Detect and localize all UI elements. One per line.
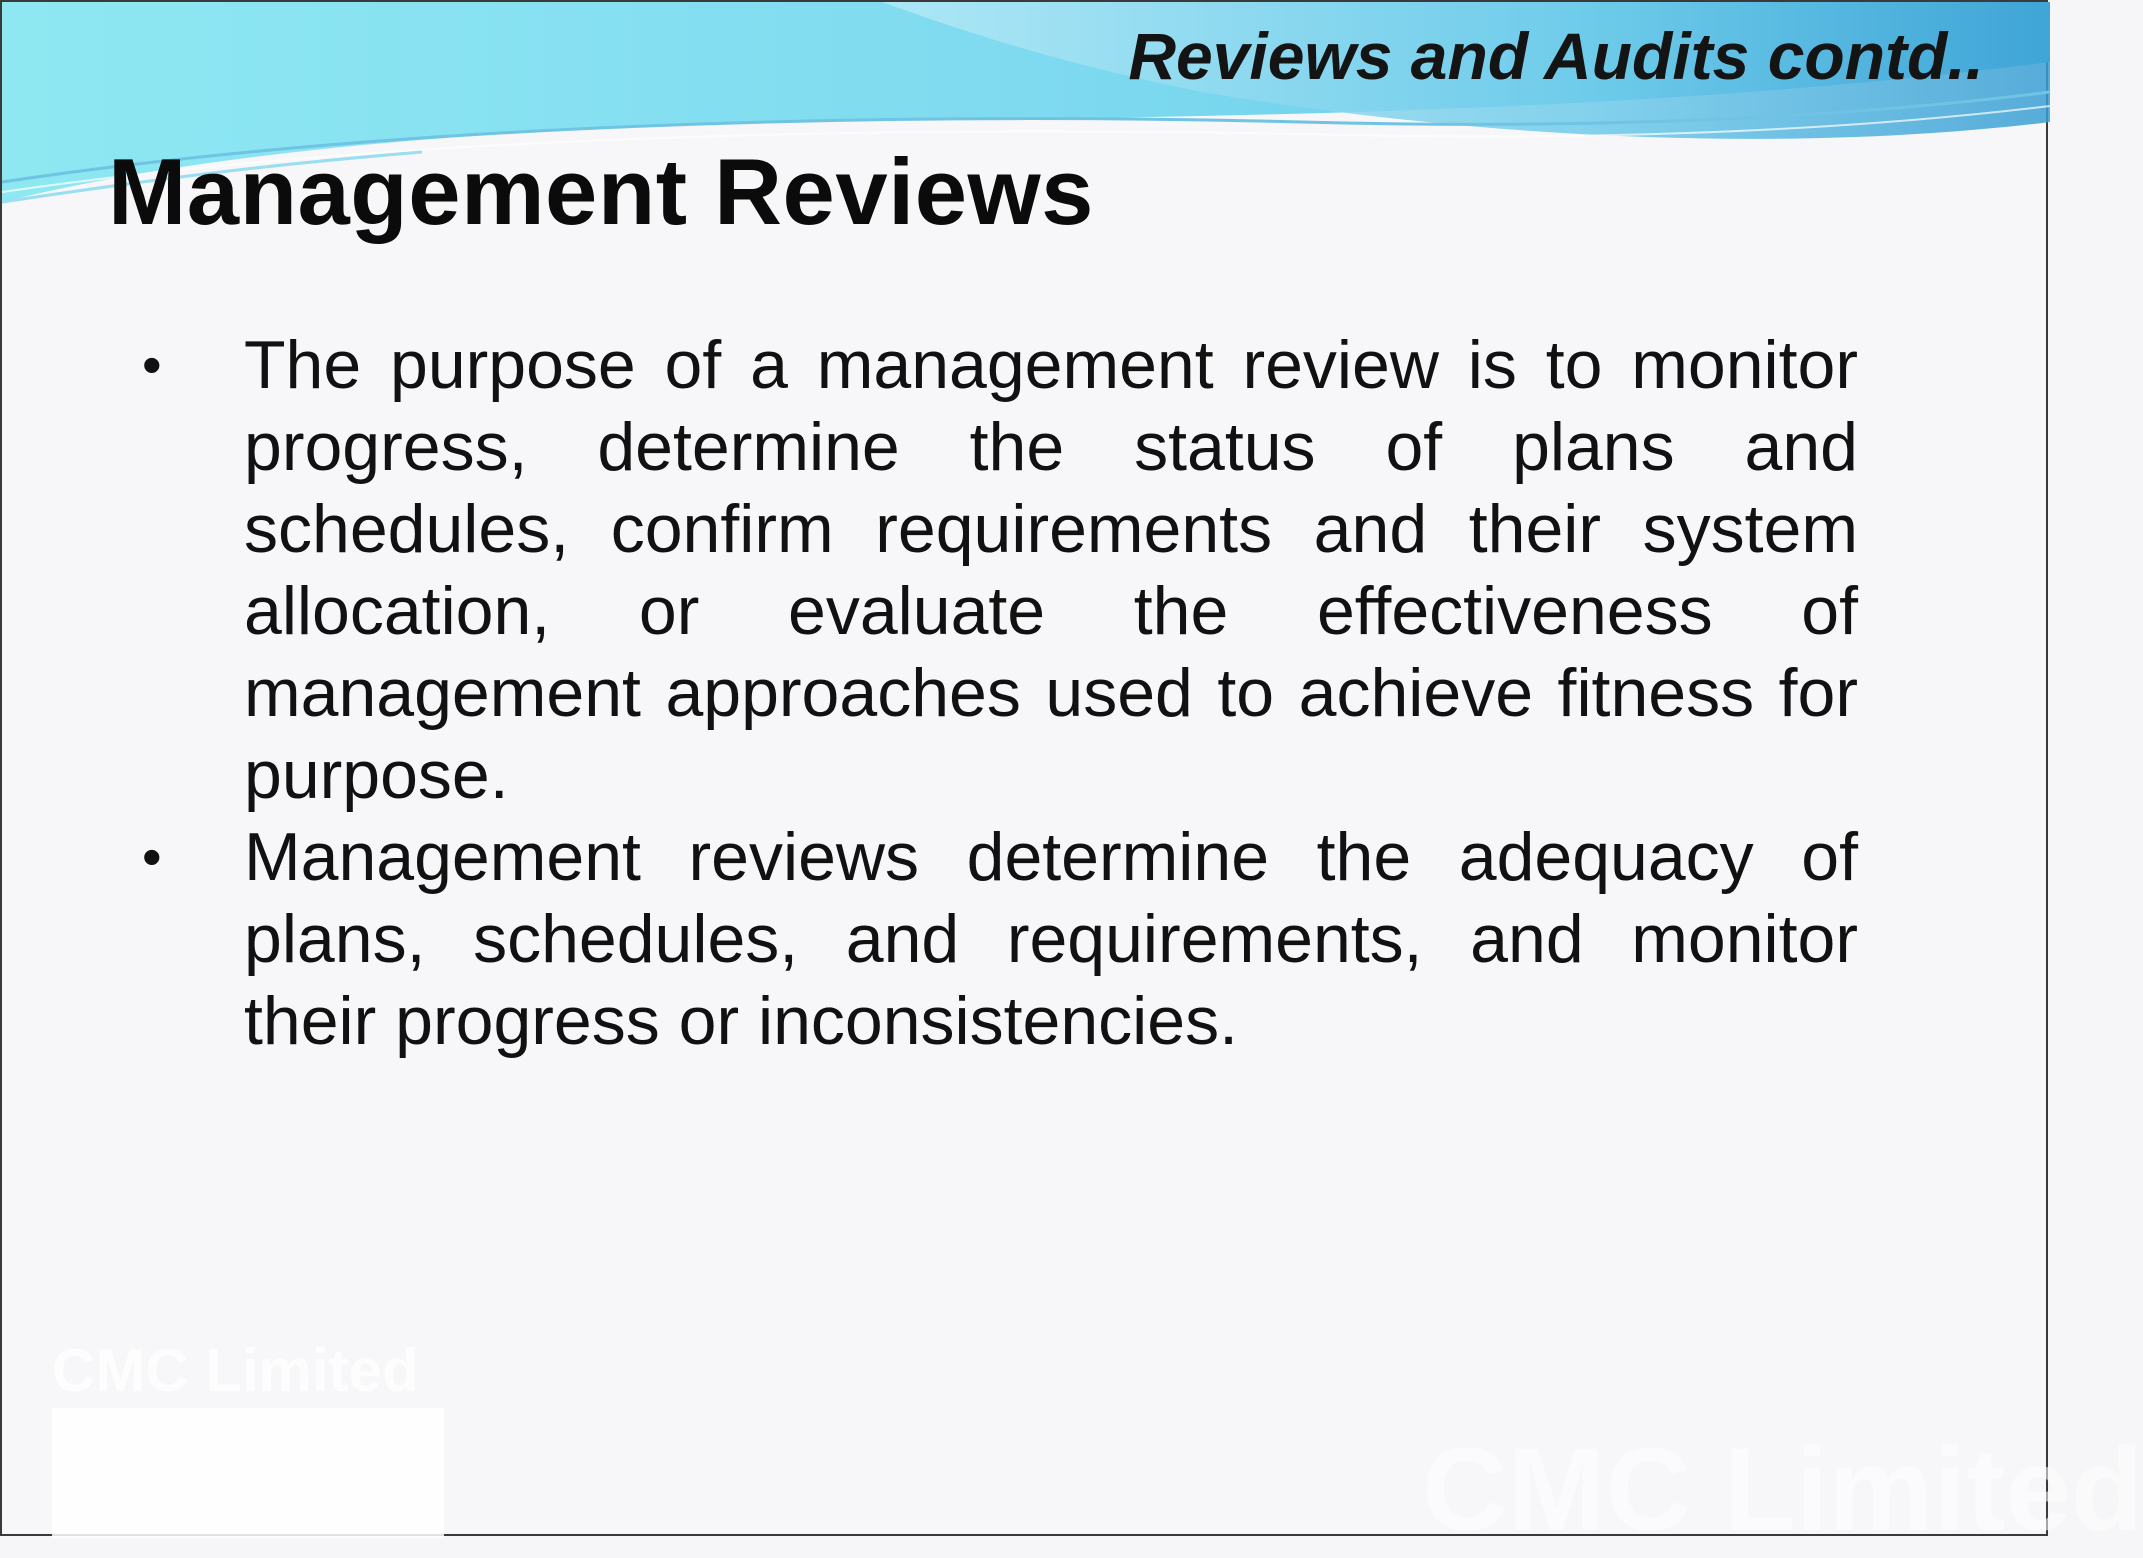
bullet-text: The purpose of a management review is to monitor progress, determine the status of plans and schedules, confirm requirements and their system allocation, or evaluate the effectiveness of management approaches used to achieve fitness for purpose. bbox=[244, 327, 1858, 813]
section-title: Reviews and Audits contd.. bbox=[1128, 19, 1984, 93]
bullet-marker: • bbox=[142, 333, 162, 396]
company-watermark-right: CMC Limited bbox=[1422, 1424, 2143, 1556]
bullet-marker: • bbox=[142, 825, 162, 888]
bullet-item bbox=[140, 816, 1858, 1062]
slide-title: Management Reviews bbox=[108, 139, 1094, 244]
bullet-list bbox=[140, 324, 1858, 1062]
company-watermark-left: CMC Limited bbox=[52, 1337, 419, 1404]
bullet-text: Management reviews determine the adequacy of plans, schedules, and requirements, and monitor their progress or inconsistencies. bbox=[244, 819, 1858, 1059]
bullet-item bbox=[140, 324, 1858, 816]
logo-watermark-box bbox=[52, 1408, 444, 1538]
